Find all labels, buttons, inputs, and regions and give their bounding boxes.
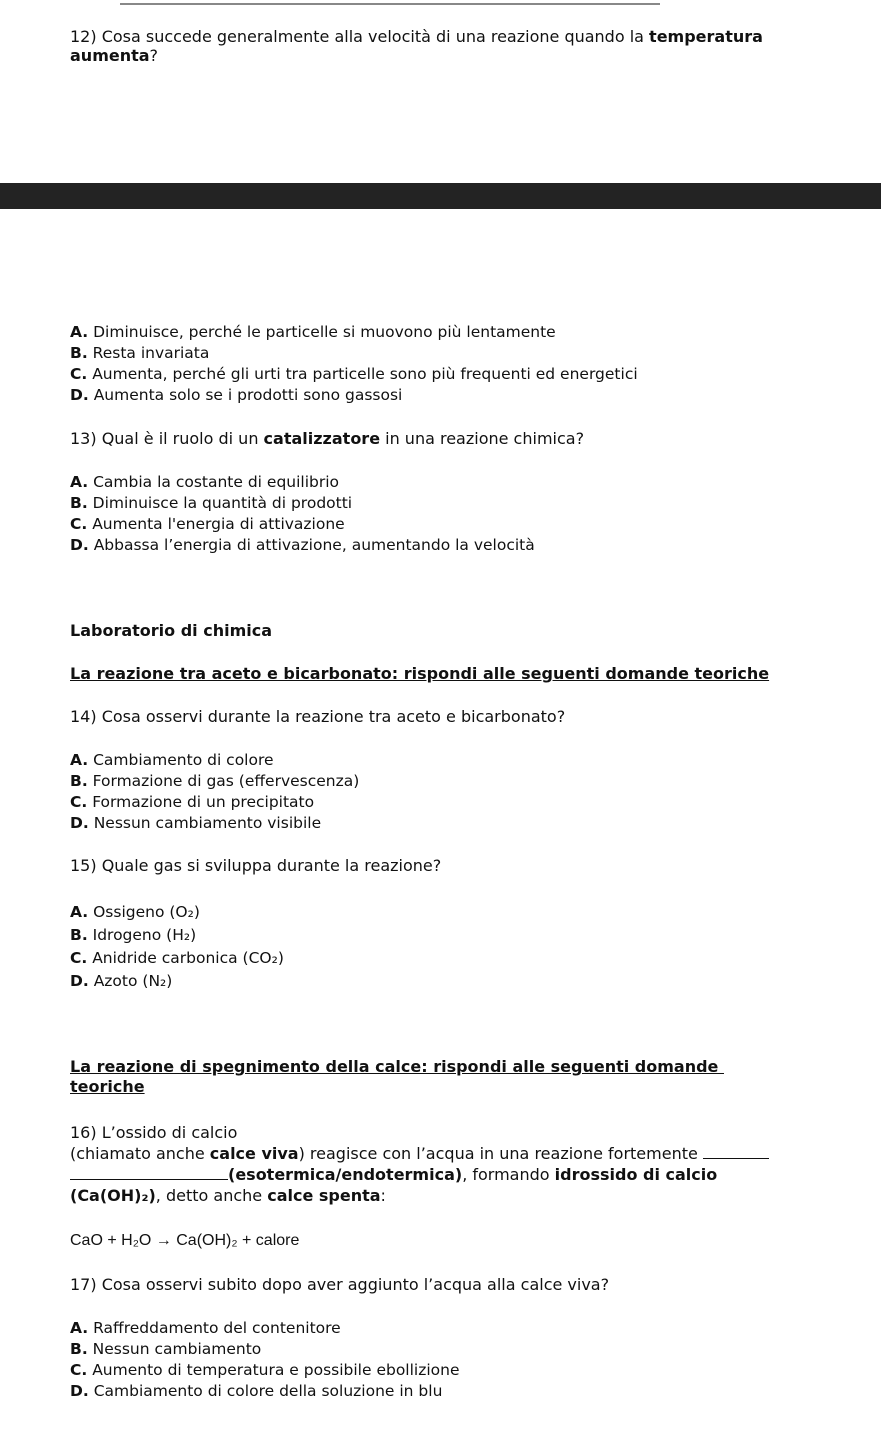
cropped-text-line [120,0,660,5]
section-title-calce: La reazione di spegnimento della calce: rispondi alle seguenti domande teoriche [70,1057,724,1096]
question-12: 12) Cosa succede generalmente alla velocità di una reazione quando la temperatura aumenta? [70,27,763,65]
q17-options [70,1318,460,1402]
option-b: B. Resta invariata [70,344,210,362]
fill-in-blank[interactable] [703,1145,769,1159]
option-c: C. Anidride carbonica (CO₂) [70,949,284,967]
option-c: C. Aumento di temperatura e possibile ebollizione [70,1361,460,1379]
q14-options [70,750,359,834]
q13-options [70,472,535,556]
option-d: D. Azoto (N₂) [70,972,173,990]
option-d: D. Cambiamento di colore della soluzione in blu [70,1382,443,1400]
option-b: B. Nessun cambiamento [70,1340,262,1358]
option-c: C. Aumenta, perché gli urti tra particelle sono più frequenti ed energetici [70,365,638,383]
option-a: A. Diminuisce, perché le particelle si muovono più lentamente [70,323,556,341]
q15-options [70,901,284,993]
option-a: A. Cambiamento di colore [70,751,274,769]
option-a: A. Ossigeno (O₂) [70,903,200,921]
option-c: C. Formazione di un precipitato [70,793,315,811]
option-c: C. Aumenta l'energia di attivazione [70,515,345,533]
dark-divider-bar [0,183,881,209]
option-b: B. Diminuisce la quantità di prodotti [70,494,353,512]
chemical-equation: CaO + H₂O → Ca(OH)₂ + calore [70,1232,300,1249]
question-15: 15) Quale gas si sviluppa durante la reazione? [70,856,442,875]
option-a: A. Raffreddamento del contenitore [70,1319,341,1337]
question-14: 14) Cosa osservi durante la reazione tra aceto e bicarbonato? [70,707,566,726]
fill-in-blank[interactable] [70,1166,228,1180]
option-a: A. Cambia la costante di equilibrio [70,473,340,491]
lab-title: Laboratorio di chimica [70,621,273,640]
question-17: 17) Cosa osservi subito dopo aver aggiunto l’acqua alla calce viva? [70,1275,610,1294]
option-b: B. Formazione di gas (effervescenza) [70,772,360,790]
question-16: 16) L’ossido di calcio (chiamato anche calce viva) reagisce con l’acqua in una reazione fortemente (esotermica/endotermica), formando idrossido di calcio (Ca(OH)₂), detto anche calce spenta: [70,1122,769,1206]
option-b: B. Idrogeno (H₂) [70,926,197,944]
q12-options [70,322,638,406]
question-13: 13) Qual è il ruolo di un catalizzatore in una reazione chimica? [70,429,585,448]
option-d: D. Abbassa l’energia di attivazione, aumentando la velocità [70,536,535,554]
option-d: D. Aumenta solo se i prodotti sono gassosi [70,386,403,404]
option-d: D. Nessun cambiamento visibile [70,814,322,832]
section-title-aceto: La reazione tra aceto e bicarbonato: rispondi alle seguenti domande teoriche [70,664,770,683]
